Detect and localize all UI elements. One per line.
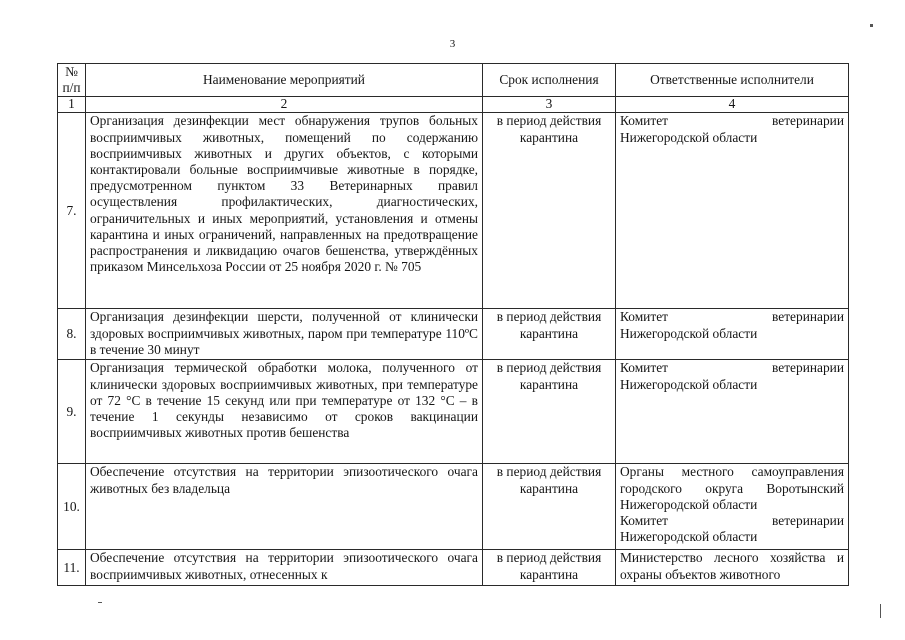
scan-speck <box>870 24 873 27</box>
column-index: 3 <box>483 97 616 113</box>
table-row <box>58 464 849 550</box>
header-num: № п/п <box>58 64 86 97</box>
responsible-line: Комитет ветеринарии <box>620 309 844 325</box>
measure-term: в период действия карантина <box>483 550 616 586</box>
row-number: 10. <box>58 464 86 550</box>
responsible-line: Комитет ветеринарии <box>620 360 844 376</box>
header-responsible: Ответственные исполнители <box>616 64 849 97</box>
measure-responsible <box>616 464 849 550</box>
measure-name: Обеспечение отсутствия на территории эпизоотического очага животных без владельца <box>86 464 483 550</box>
header-name: Наименование мероприятий <box>86 64 483 97</box>
row-number: 7. <box>58 113 86 309</box>
table-header-row <box>58 64 849 97</box>
column-index: 2 <box>86 97 483 113</box>
measure-term: в период действия карантина <box>483 360 616 464</box>
measure-responsible <box>616 550 849 586</box>
measure-term: в период действия карантина <box>483 309 616 360</box>
responsible-line: Комитет ветеринарии <box>620 113 844 129</box>
column-index-row <box>58 97 849 113</box>
measures-table <box>57 63 849 586</box>
page-number: 3 <box>449 38 456 50</box>
measure-responsible <box>616 113 849 309</box>
table-row <box>58 113 849 309</box>
responsible-line: Нижегородской области <box>620 529 758 545</box>
responsible-line: Комитет ветеринарии <box>620 513 844 529</box>
measure-name: Обеспечение отсутствия на территории эпизоотического очага восприимчивых животных, отнесенных к <box>86 550 483 586</box>
responsible-line: Нижегородской области <box>620 376 758 392</box>
scan-speck <box>880 604 881 618</box>
measure-name: Организация дезинфекции шерсти, полученной от клинически здоровых восприимчивых животных, паром при температуре 110ºС в течение 30 минут <box>86 309 483 360</box>
table-row <box>58 309 849 360</box>
measure-name: Организация термической обработки молока, полученного от клинически здоровых восприимчивых животных, при температуре от 72 °С в течение 15 секунд или при температуре от 132 °С – в течение 1 секунды независимо от сроков вакцинации восприимчивых животных против бешенства <box>86 360 483 464</box>
measure-term: в период действия карантина <box>483 464 616 550</box>
table-row <box>58 360 849 464</box>
responsible-line: Нижегородской области <box>620 325 758 341</box>
table-row <box>58 550 849 586</box>
row-number: 9. <box>58 360 86 464</box>
header-term: Срок исполнения <box>483 64 616 97</box>
measure-responsible <box>616 360 849 464</box>
measure-term: в период действия карантина <box>483 113 616 309</box>
row-number: 11. <box>58 550 86 586</box>
responsible-line: Нижегородской области <box>620 129 758 145</box>
measure-responsible <box>616 309 849 360</box>
responsible-line: Органы местного самоуправления городского округа Воротынский Нижегородской области <box>620 464 844 512</box>
responsible-line: Министерство лесного хозяйства и охраны объектов животного <box>620 550 844 582</box>
measure-name: Организация дезинфекции мест обнаружения трупов больных восприимчивых животных, помещений по содержанию восприимчивых животных и других объектов, с которыми контактировали больные восприимчивые животные в порядке, предусмотренном пунктом 33 Ветеринарных правил осуществления профилактических, диагностических, ограничительных и иных мероприятий, установления и отмены карантина и иных ограничений, направленных на предотвращение распространения и ликвидацию очагов бешенства, утверждённых приказом Минсельхоза России от 25 ноября 2020 г. № 705 <box>86 113 483 309</box>
column-index: 4 <box>616 97 849 113</box>
row-number: 8. <box>58 309 86 360</box>
column-index: 1 <box>58 97 86 113</box>
scan-speck <box>98 602 102 603</box>
